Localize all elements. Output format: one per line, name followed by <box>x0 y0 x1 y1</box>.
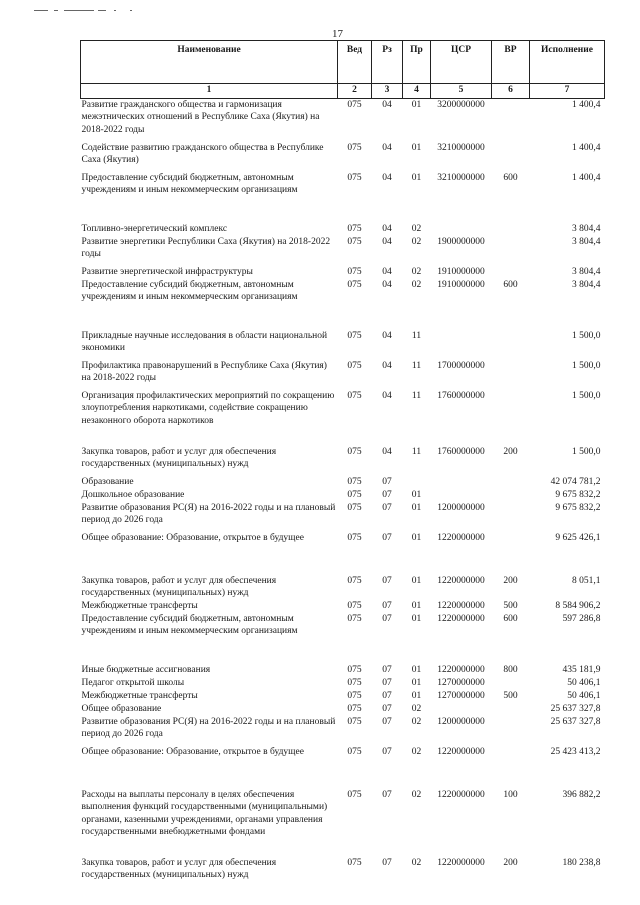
row-vr: 200 <box>503 575 518 586</box>
column-number-row <box>81 84 605 99</box>
row-amount: 3 804,4 <box>572 236 601 247</box>
row-name: Образование <box>81 476 134 487</box>
row-vr: 800 <box>503 664 518 675</box>
row-name: Предоставление субсидий бюджетным, автономным учреждениям и иным некоммерческим организациям <box>81 172 298 195</box>
row-rz: 07 <box>382 476 392 487</box>
row-rz: 04 <box>382 279 392 290</box>
row-pr: 11 <box>411 390 422 401</box>
row-csr: 1220000000 <box>437 575 485 586</box>
row-amount: 9 675 832,2 <box>555 489 601 500</box>
row-ved: 075 <box>347 575 362 586</box>
row-rz: 04 <box>382 360 392 371</box>
table-row <box>81 716 605 741</box>
header-vr: ВР <box>492 41 530 84</box>
row-pr: 02 <box>411 746 422 757</box>
row-rz: 04 <box>382 172 392 183</box>
row-pr: 01 <box>411 502 422 513</box>
header-name: Наименование <box>81 41 338 84</box>
row-pr: 01 <box>411 690 422 701</box>
row-amount: 25 423 413,2 <box>550 746 601 757</box>
row-ved: 075 <box>347 172 362 183</box>
row-ved: 075 <box>347 664 362 675</box>
row-amount: 1 500,0 <box>572 330 601 341</box>
row-csr: 1760000000 <box>437 390 485 401</box>
row-name: Межбюджетные трансферты <box>81 690 198 701</box>
row-pr: 02 <box>411 279 422 290</box>
row-amount: 1 500,0 <box>572 390 601 401</box>
row-ved: 075 <box>347 142 362 153</box>
table-row <box>81 261 605 279</box>
table-row <box>81 600 605 613</box>
row-ved: 075 <box>347 716 362 727</box>
table-row <box>81 527 605 570</box>
table-row <box>81 664 605 677</box>
row-name: Прикладные научные исследования в области национальной экономики <box>81 330 328 353</box>
row-csr: 1220000000 <box>437 789 485 800</box>
row-rz: 04 <box>382 390 392 401</box>
row-rz: 07 <box>382 532 392 543</box>
row-csr: 1220000000 <box>437 857 485 868</box>
row-pr: 11 <box>411 360 422 371</box>
row-pr: 02 <box>411 716 422 727</box>
row-name: Общее образование: Образование, открытое в будущее <box>81 532 304 543</box>
row-csr: 1220000000 <box>437 613 485 624</box>
table-row <box>81 98 605 137</box>
row-vr: 200 <box>503 446 518 457</box>
row-vr <box>492 223 530 236</box>
table-row <box>81 167 605 223</box>
row-amount: 8 051,1 <box>572 575 601 586</box>
page-number: 17 <box>332 28 343 40</box>
row-ved: 075 <box>347 532 362 543</box>
row-amount: 396 882,2 <box>562 789 601 800</box>
row-pr: 02 <box>411 789 422 800</box>
row-vr <box>492 98 530 137</box>
row-pr: 01 <box>411 613 422 624</box>
row-ved: 075 <box>347 857 362 868</box>
row-rz: 04 <box>382 446 392 457</box>
row-amount: 42 074 781,2 <box>550 476 601 487</box>
row-name: Педагог открытой школы <box>81 677 185 688</box>
table-row <box>81 502 605 527</box>
row-ved: 075 <box>347 703 362 714</box>
row-name: Закупка товаров, работ и услуг для обеспечения государственных (муниципальных) нужд <box>81 446 277 469</box>
table-row <box>81 441 605 471</box>
row-amount: 1 400,4 <box>572 142 601 153</box>
row-pr: 01 <box>411 664 422 675</box>
table-header-row <box>81 41 605 84</box>
row-vr <box>492 355 530 385</box>
row-pr: 02 <box>411 857 422 868</box>
row-csr <box>431 489 492 502</box>
row-pr: 01 <box>411 600 422 611</box>
header-rz: Рз <box>372 41 403 84</box>
table-row <box>81 784 605 852</box>
row-vr <box>492 741 530 784</box>
row-csr: 1220000000 <box>437 746 485 757</box>
row-vr <box>492 330 530 355</box>
row-name: Развитие образования РС(Я) на 2016-2022 годы и на плановый период до 2026 года <box>81 502 336 525</box>
row-rz: 04 <box>382 236 392 247</box>
row-rz: 07 <box>382 690 392 701</box>
row-amount: 1 400,4 <box>572 99 601 110</box>
row-vr: 600 <box>503 613 518 624</box>
row-name: Дошкольное образование <box>81 489 185 500</box>
column-number: 7 <box>530 84 605 99</box>
row-name: Межбюджетные трансферты <box>81 600 198 611</box>
header-ved: Вед <box>338 41 372 84</box>
row-amount: 597 286,8 <box>562 613 601 624</box>
row-ved: 075 <box>347 502 362 513</box>
row-pr: 01 <box>411 677 422 688</box>
row-rz: 07 <box>382 746 392 757</box>
header-pr: Пр <box>403 41 431 84</box>
row-rz: 04 <box>382 99 392 110</box>
row-ved: 075 <box>347 223 362 234</box>
row-ved: 075 <box>347 746 362 757</box>
row-csr: 1910000000 <box>437 266 485 277</box>
row-csr: 3200000000 <box>437 99 485 110</box>
row-csr <box>431 330 492 355</box>
row-vr <box>492 385 530 441</box>
row-amount: 50 406,1 <box>567 690 601 701</box>
column-number: 2 <box>338 84 372 99</box>
row-amount: 9 625 426,1 <box>555 532 601 543</box>
column-number: 6 <box>492 84 530 99</box>
row-csr: 1220000000 <box>437 664 485 675</box>
row-amount: 50 406,1 <box>567 677 601 688</box>
row-vr <box>492 677 530 690</box>
row-vr <box>492 703 530 716</box>
row-ved: 075 <box>347 600 362 611</box>
row-vr: 200 <box>503 857 518 868</box>
row-name: Закупка товаров, работ и услуг для обеспечения государственных (муниципальных) нужд <box>81 575 277 598</box>
column-number: 1 <box>81 84 338 99</box>
row-name: Иные бюджетные ассигнования <box>81 664 211 675</box>
row-csr: 3210000000 <box>437 172 485 183</box>
table-row <box>81 385 605 441</box>
row-ved: 075 <box>347 99 362 110</box>
row-amount: 3 804,4 <box>572 223 601 234</box>
row-amount: 180 238,8 <box>562 857 601 868</box>
row-csr: 1700000000 <box>437 360 485 371</box>
row-ved: 075 <box>347 690 362 701</box>
row-csr: 1220000000 <box>437 600 485 611</box>
row-csr: 1910000000 <box>437 279 485 290</box>
header-csr: ЦСР <box>431 41 492 84</box>
row-pr: 01 <box>411 575 422 586</box>
table-row <box>81 355 605 385</box>
row-vr: 600 <box>503 172 518 183</box>
row-rz: 07 <box>382 703 392 714</box>
row-name: Развитие образования РС(Я) на 2016-2022 годы и на плановый период до 2026 года <box>81 716 336 739</box>
table-row <box>81 471 605 489</box>
row-name: Профилактика правонарушений в Республике Саха (Якутия) на 2018-2022 годы <box>81 360 327 383</box>
row-csr <box>431 471 492 489</box>
row-rz: 07 <box>382 664 392 675</box>
row-name: Закупка товаров, работ и услуг для обеспечения государственных (муниципальных) нужд <box>81 857 277 880</box>
row-name: Организация профилактических мероприятий по сокращению злоупотребления наркотиками, содействие сокращению незаконного оборота наркотиков <box>81 390 335 426</box>
header-execution: Исполнение <box>530 41 605 84</box>
row-vr <box>492 261 530 279</box>
row-rz: 07 <box>382 857 392 868</box>
row-csr: 1220000000 <box>437 532 485 543</box>
row-ved: 075 <box>347 613 362 624</box>
row-vr <box>492 236 530 261</box>
row-rz: 07 <box>382 502 392 513</box>
row-pr: 01 <box>411 99 422 110</box>
row-ved: 075 <box>347 677 362 688</box>
table-row <box>81 613 605 664</box>
row-rz: 07 <box>382 613 392 624</box>
row-name: Топливно-энергетический комплекс <box>81 223 228 234</box>
column-number: 4 <box>403 84 431 99</box>
row-rz: 07 <box>382 677 392 688</box>
row-amount: 435 181,9 <box>562 664 601 675</box>
row-amount: 1 500,0 <box>572 360 601 371</box>
row-rz: 04 <box>382 330 392 341</box>
row-amount: 9 675 832,2 <box>555 502 601 513</box>
table-row <box>81 703 605 716</box>
row-pr: 02 <box>411 703 422 714</box>
row-amount: 25 637 327,8 <box>550 716 601 727</box>
row-csr <box>431 223 492 236</box>
row-ved: 075 <box>347 789 362 800</box>
row-vr <box>492 137 530 167</box>
row-name: Общее образование: Образование, открытое в будущее <box>81 746 304 757</box>
row-rz: 04 <box>382 266 392 277</box>
row-vr: 500 <box>503 600 518 611</box>
scan-marks <box>34 10 154 14</box>
row-rz: 07 <box>382 575 392 586</box>
row-name: Предоставление субсидий бюджетным, автономным учреждениям и иным некоммерческим организациям <box>81 613 298 636</box>
row-pr <box>403 471 431 489</box>
table-row <box>81 489 605 502</box>
row-pr: 02 <box>411 236 422 247</box>
column-number: 5 <box>431 84 492 99</box>
row-ved: 075 <box>347 266 362 277</box>
row-csr: 1200000000 <box>437 716 485 727</box>
row-csr: 1270000000 <box>437 690 485 701</box>
row-rz: 07 <box>382 600 392 611</box>
row-name: Развитие энергетической инфраструктуры <box>81 266 253 277</box>
row-vr <box>492 489 530 502</box>
row-name: Содействие развитию гражданского общества в Республике Саха (Якутия) <box>81 142 324 165</box>
row-ved: 075 <box>347 489 362 500</box>
row-pr: 01 <box>411 172 422 183</box>
row-ved: 075 <box>347 476 362 487</box>
row-pr: 11 <box>411 330 422 341</box>
table-row <box>81 852 605 882</box>
row-amount: 3 804,4 <box>572 279 601 290</box>
row-csr: 1270000000 <box>437 677 485 688</box>
table-row <box>81 223 605 236</box>
row-csr: 3210000000 <box>437 142 485 153</box>
row-amount: 1 500,0 <box>572 446 601 457</box>
table-row <box>81 137 605 167</box>
table-row <box>81 236 605 261</box>
row-csr: 1760000000 <box>437 446 485 457</box>
row-name: Общее образование <box>81 703 162 714</box>
row-pr: 02 <box>411 266 422 277</box>
row-ved: 075 <box>347 446 362 457</box>
row-pr: 02 <box>411 223 422 234</box>
row-ved: 075 <box>347 330 362 341</box>
row-name: Расходы на выплаты персоналу в целях обеспечения выполнения функций государственными (муниципальными) органами, казенными учреждениями, органами управления государственными внебюджетными фондами <box>81 789 328 837</box>
row-name: Предоставление субсидий бюджетным, автономным учреждениям и иным некоммерческим организациям <box>81 279 298 302</box>
row-amount: 25 637 327,8 <box>550 703 601 714</box>
table-row <box>81 690 605 703</box>
row-name: Развитие энергетики Республики Саха (Якутия) на 2018-2022 годы <box>81 236 331 259</box>
row-amount: 1 400,4 <box>572 172 601 183</box>
row-vr <box>492 716 530 741</box>
row-ved: 075 <box>347 390 362 401</box>
row-csr: 1900000000 <box>437 236 485 247</box>
row-ved: 075 <box>347 236 362 247</box>
row-name: Развитие гражданского общества и гармонизация межэтнических отношений в Республике Саха (Якутия) на 2018-2022 годы <box>81 99 320 135</box>
row-csr <box>431 703 492 716</box>
table-row <box>81 677 605 690</box>
row-amount: 3 804,4 <box>572 266 601 277</box>
row-pr: 11 <box>411 446 422 457</box>
row-rz: 07 <box>382 489 392 500</box>
row-amount: 8 584 906,2 <box>555 600 601 611</box>
table-row <box>81 741 605 784</box>
row-pr: 01 <box>411 532 422 543</box>
table-row <box>81 570 605 600</box>
row-vr: 500 <box>503 690 518 701</box>
row-csr: 1200000000 <box>437 502 485 513</box>
column-number: 3 <box>372 84 403 99</box>
row-rz: 04 <box>382 142 392 153</box>
row-pr: 01 <box>411 142 422 153</box>
row-vr <box>492 471 530 489</box>
row-pr: 01 <box>411 489 422 500</box>
row-rz: 07 <box>382 789 392 800</box>
row-rz: 04 <box>382 223 392 234</box>
row-vr <box>492 502 530 527</box>
budget-execution-table <box>80 40 605 882</box>
row-vr <box>492 527 530 570</box>
table-row <box>81 279 605 330</box>
row-ved: 075 <box>347 360 362 371</box>
table-row <box>81 330 605 355</box>
row-vr: 600 <box>503 279 518 290</box>
row-vr: 100 <box>503 789 518 800</box>
row-rz: 07 <box>382 716 392 727</box>
row-ved: 075 <box>347 279 362 290</box>
